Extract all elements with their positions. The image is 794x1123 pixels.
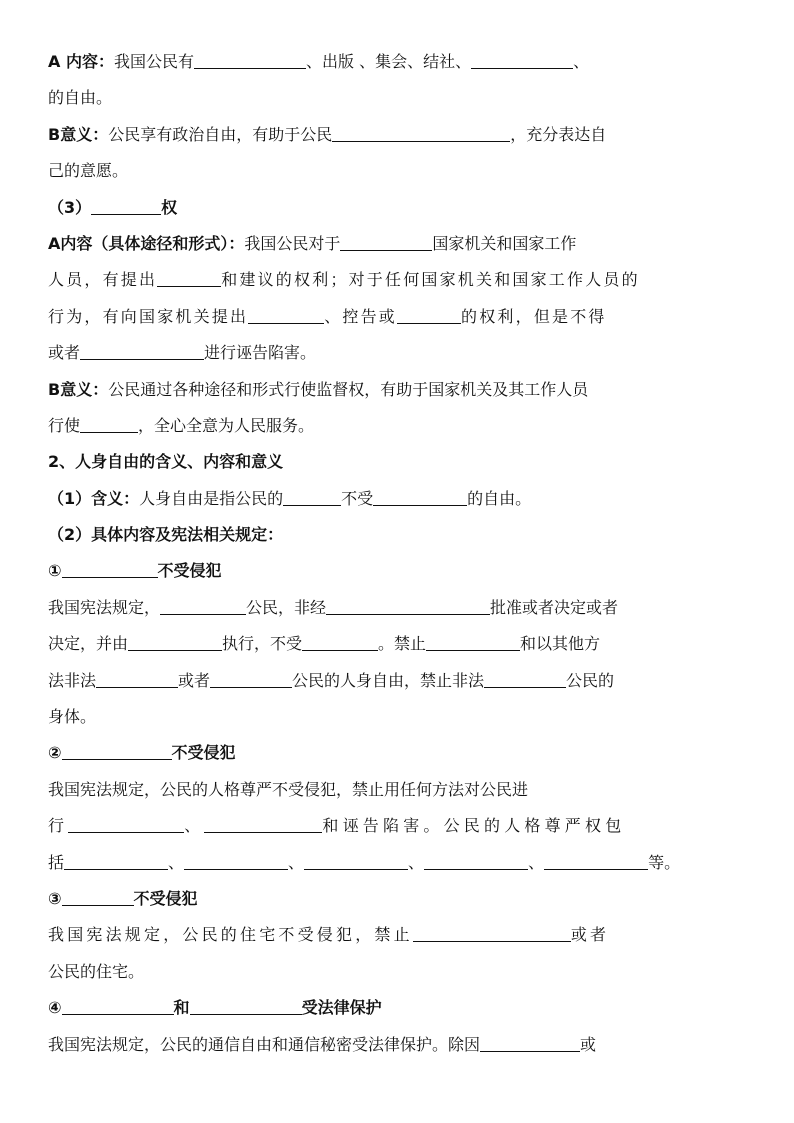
subheading-content: （2）具体内容及宪法相关规定： (48, 525, 284, 545)
section-heading-3: （3） 权 (48, 190, 688, 226)
item-text-line: 我国宪法规定，公民的人格尊严不受侵犯，禁止用任何方法对公民进 (48, 779, 529, 799)
answer-blank[interactable] (62, 557, 158, 578)
answer-blank[interactable] (424, 849, 528, 870)
answer-blank[interactable] (471, 48, 573, 69)
answer-blank[interactable] (340, 230, 432, 251)
answer-blank[interactable] (194, 48, 306, 69)
answer-blank[interactable] (302, 630, 378, 651)
item-heading-1: ① 不受侵犯 (48, 553, 688, 589)
answer-blank[interactable] (326, 594, 490, 615)
content-line: 或者 进行诬告陷害。 (48, 335, 688, 371)
answer-blank[interactable] (80, 412, 138, 433)
definition-line: （1）含义：人身自由是指公民的 不受 的自由。 (48, 481, 688, 517)
item-text-line: 法非法 或者 公民的人身自由，禁止非法 公民的 (48, 663, 688, 699)
answer-blank[interactable] (480, 1031, 580, 1052)
answer-blank[interactable] (397, 303, 461, 324)
content-line: 人员，有提出 和建议的权利；对于任何国家机关和国家工作人员的 (48, 262, 688, 298)
answer-blank[interactable] (96, 667, 178, 688)
answer-blank[interactable] (413, 921, 571, 942)
answer-blank[interactable] (304, 849, 408, 870)
answer-blank[interactable] (190, 994, 302, 1015)
item-text-line: 决定，并由 执行，不受 。禁止 和以其他方 (48, 626, 688, 662)
answer-blank[interactable] (62, 885, 134, 906)
meaning-line: 己的意愿。 (48, 161, 129, 181)
answer-blank[interactable] (62, 994, 174, 1015)
answer-blank[interactable] (68, 812, 184, 833)
item-text-line: 公民的住宅。 (48, 961, 145, 981)
item-text-line: 我国宪法规定，公民的通信自由和通信秘密受法律保护。除因 或 (48, 1027, 688, 1063)
meaning-line-b: B意义：公民通过各种途径和形式行使监督权，有助于国家机关及其工作人员 (48, 379, 589, 399)
item-heading-3: ③ 不受侵犯 (48, 881, 688, 917)
answer-blank[interactable] (332, 121, 510, 142)
item-text-line: 身体。 (48, 707, 97, 727)
question-heading-2: 2、人身自由的含义、内容和意义 (48, 452, 284, 472)
meaning-label: B意义： (48, 124, 109, 144)
item-heading-2: ② 不受侵犯 (48, 735, 688, 771)
answer-blank[interactable] (160, 594, 246, 615)
content-label: A 内容： (48, 52, 114, 71)
answer-blank[interactable] (204, 812, 322, 833)
content-line-a: A内容（具体途径和形式）：我国公民对于 国家机关和国家工作 (48, 226, 688, 262)
meaning-line-b: B意义：公民享有政治自由，有助于公民 ，充分表达自 (48, 117, 688, 153)
item-text-line: 我国宪法规定，公民的住宅不受侵犯，禁止 或者 (48, 917, 688, 953)
answer-blank[interactable] (283, 485, 341, 506)
meaning-label: B意义： (48, 379, 109, 399)
content-line: 的自由。 (48, 88, 113, 108)
answer-blank[interactable] (62, 739, 172, 760)
answer-blank[interactable] (248, 303, 324, 324)
answer-blank[interactable] (80, 339, 204, 360)
worksheet-page (48, 44, 688, 1063)
item-heading-4: ④ 和 受法律保护 (48, 990, 688, 1026)
answer-blank[interactable] (64, 849, 168, 870)
answer-blank[interactable] (91, 194, 161, 215)
content-line-a: A 内容：我国公民有 、出版 、集会、结社、 、 (48, 44, 688, 80)
content-label: A内容（具体途径和形式）： (48, 233, 245, 253)
answer-blank[interactable] (484, 667, 566, 688)
definition-label: （1）含义： (48, 488, 140, 508)
item-text-line: 我国宪法规定， 公民，非经 批准或者决定或者 (48, 590, 688, 626)
meaning-line: 行使 ，全心全意为人民服务。 (48, 408, 688, 444)
answer-blank[interactable] (210, 667, 292, 688)
answer-blank[interactable] (128, 630, 222, 651)
answer-blank[interactable] (373, 485, 467, 506)
answer-blank[interactable] (157, 266, 221, 287)
item-text-line: 括 、 、 、 、 等。 (48, 845, 688, 881)
answer-blank[interactable] (544, 849, 648, 870)
content-line: 行为，有向国家机关提出 、控告或 的权利，但是不得 (48, 299, 688, 335)
item-text-line: 行 、 和诬告陷害。公民的人格尊严权包 (48, 808, 688, 844)
answer-blank[interactable] (426, 630, 520, 651)
answer-blank[interactable] (184, 849, 288, 870)
